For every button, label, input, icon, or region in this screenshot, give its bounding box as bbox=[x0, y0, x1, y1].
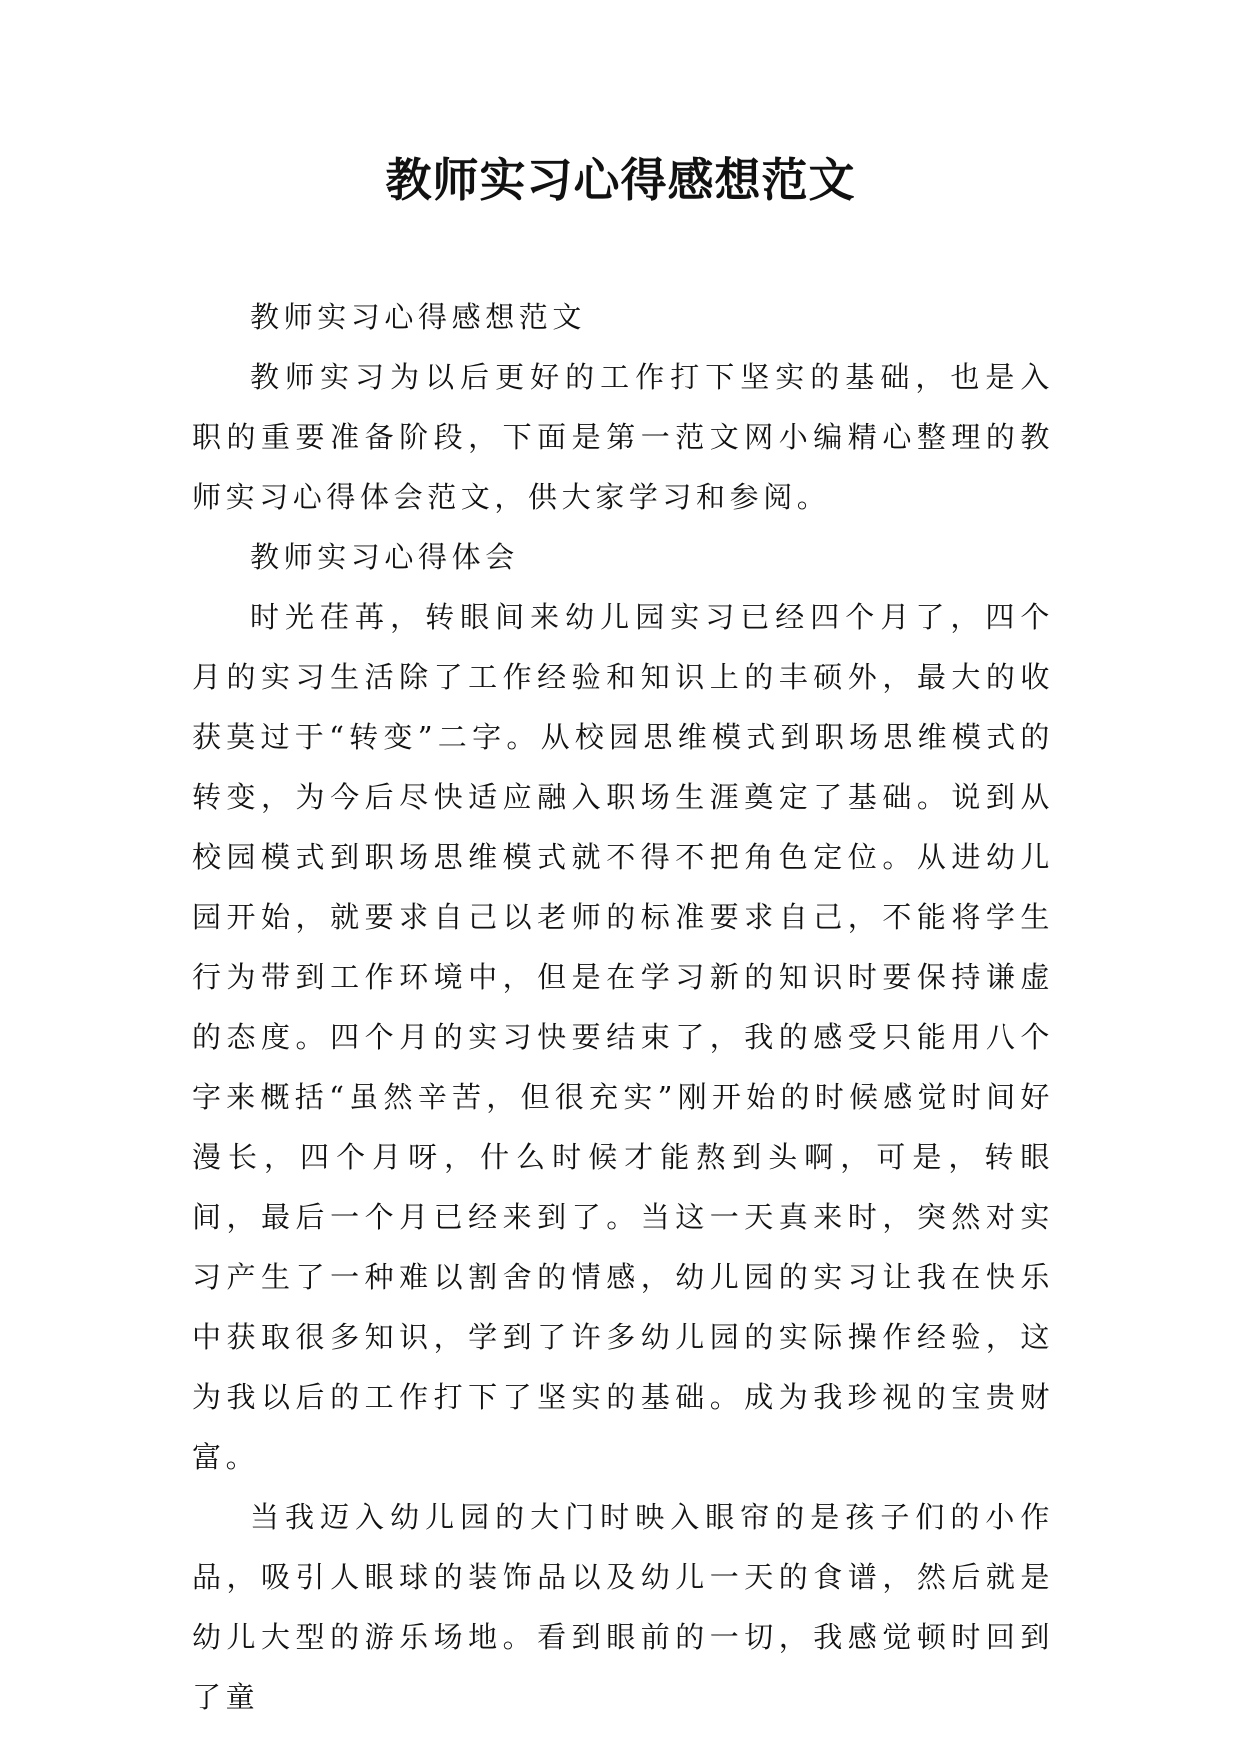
paragraph-body-2: 当我迈入幼儿园的大门时映入眼帘的是孩子们的小作品，吸引人眼球的装饰品以及幼儿一天的食谱，然后就是幼儿大型的游乐场地。看到眼前的一切，我感觉顿时回到了童 bbox=[192, 1500, 1054, 1714]
document-body bbox=[192, 287, 1054, 1727]
document-title: 教师实习心得感想范文 bbox=[385, 153, 856, 207]
paragraph-heading: 教师实习心得体会 bbox=[250, 540, 519, 574]
paragraph-subtitle: 教师实习心得感想范文 bbox=[250, 300, 587, 334]
paragraph-body-1: 时光荏苒，转眼间来幼儿园实习已经四个月了，四个月的实习生活除了工作经验和知识上的丰硕外，最大的收获莫过于“转变”二字。从校园思维模式到职场思维模式的转变，为今后尽快适应融入职场生涯奠定了基础。说到从校园模式到职场思维模式就不得不把角色定位。从进幼儿园开始，就要求自己以老师的标准要求自己，不能将学生行为带到工作环境中，但是在学习新的知识时要保持谦虚的态度。四个月的实习快要结束了，我的感受只能用八个字来概括“虽然辛苦，但很充实”刚开始的时候感觉时间好漫长，四个月呀，什么时候才能熬到头啊，可是，转眼间，最后一个月已经来到了。当这一天真来时，突然对实习产生了一种难以割舍的情感，幼儿园的实习让我在快乐中获取很多知识，学到了许多幼儿园的实际操作经验，这为我以后的工作打下了坚实的基础。成为我珍视的宝贵财富。 bbox=[192, 600, 1054, 1474]
paragraph-intro: 教师实习为以后更好的工作打下坚实的基础，也是入职的重要准备阶段，下面是第一范文网小编精心整理的教师实习心得体会范文，供大家学习和参阅。 bbox=[192, 360, 1054, 514]
